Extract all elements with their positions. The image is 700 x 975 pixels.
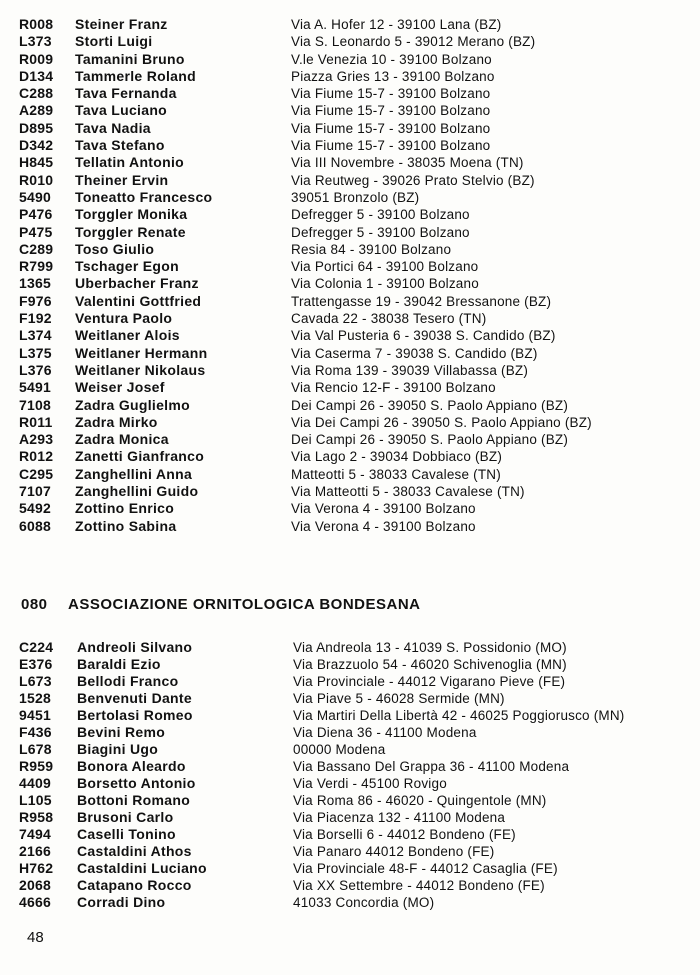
member-name: Andreoli Silvano: [77, 639, 193, 655]
member-name: Zottino Sabina: [75, 517, 177, 534]
member-code: 5492: [19, 500, 51, 517]
member-name: Torggler Renate: [75, 223, 186, 240]
member-row: [0, 362, 700, 379]
member-address: Via Val Pusteria 6 - 39038 S. Candido (BZ): [291, 328, 556, 344]
member-row: [0, 758, 700, 775]
member-code: R008: [19, 16, 54, 32]
member-address: Via Portici 64 - 39100 Bolzano: [291, 259, 479, 275]
member-address: Via Provinciale - 44012 Vigarano Pieve (FE): [293, 674, 566, 689]
member-code: R958: [19, 809, 54, 825]
member-row: [0, 431, 700, 448]
member-name: Tschager Egon: [75, 258, 179, 275]
member-name: Tellatin Antonio: [75, 154, 185, 171]
member-row: [0, 894, 700, 911]
member-address: Via Dei Campi 26 - 39050 S. Paolo Appiano (BZ): [291, 414, 592, 430]
member-code: L375: [19, 344, 52, 361]
member-row: [0, 137, 700, 154]
member-address: Dei Campi 26 - 39050 S. Paolo Appiano (BZ): [291, 397, 569, 413]
member-row: [0, 68, 700, 85]
member-address: Via Roma 86 - 46020 - Quingentole (MN): [293, 793, 547, 808]
member-row: [0, 397, 700, 414]
member-code: L678: [19, 741, 52, 757]
member-name: Ventura Paolo: [75, 310, 173, 327]
member-address: Via Piave 5 - 46028 Sermide (MN): [293, 691, 505, 706]
member-name: Catapano Rocco: [77, 877, 192, 893]
member-code: D134: [19, 67, 54, 84]
member-row: [0, 241, 700, 258]
member-code: 2166: [19, 843, 51, 859]
member-name: Toso Giulio: [75, 240, 155, 257]
member-address: Via Diena 36 - 41100 Modena: [293, 725, 477, 740]
member-list-bottom: [0, 639, 700, 911]
member-address: Defregger 5 - 39100 Bolzano: [291, 224, 470, 240]
member-row: [0, 483, 700, 500]
member-row: [0, 877, 700, 894]
member-name: Steiner Franz: [75, 16, 168, 32]
section-number: 080: [21, 596, 48, 613]
member-name: Tammerle Roland: [75, 67, 196, 84]
member-row: [0, 843, 700, 860]
member-code: L105: [19, 792, 52, 808]
member-address: Dei Campi 26 - 39050 S. Paolo Appiano (BZ): [291, 432, 569, 448]
member-name: Bonora Aleardo: [77, 758, 186, 774]
member-code: R959: [19, 758, 54, 774]
member-code: A293: [19, 431, 54, 448]
member-address: Via A. Hofer 12 - 39100 Lana (BZ): [291, 17, 502, 32]
member-address: Via Fiume 15-7 - 39100 Bolzano: [291, 103, 491, 119]
member-code: 1528: [19, 690, 51, 706]
member-name: Zanetti Gianfranco: [75, 448, 205, 465]
member-name: Borsetto Antonio: [77, 775, 196, 791]
member-code: E376: [19, 656, 53, 672]
member-name: Bevini Remo: [77, 724, 166, 740]
member-row: [0, 673, 700, 690]
member-code: F192: [19, 310, 52, 327]
member-address: Via Fiume 15-7 - 39100 Bolzano: [291, 120, 491, 136]
member-address: Via Rencio 12-F - 39100 Bolzano: [291, 380, 496, 396]
section-title: ASSOCIAZIONE ORNITOLOGICA BONDESANA: [68, 596, 421, 613]
member-code: P475: [19, 223, 53, 240]
member-address: 41033 Concordia (MO): [293, 895, 435, 910]
member-address: Via Colonia 1 - 39100 Bolzano: [291, 276, 479, 292]
member-address: Via XX Settembre - 44012 Bondeno (FE): [293, 878, 545, 893]
member-address: Via III Novembre - 38035 Moena (TN): [291, 155, 524, 171]
member-row: [0, 172, 700, 189]
member-name: Brusoni Carlo: [77, 809, 174, 825]
member-row: [0, 85, 700, 102]
member-row: [0, 310, 700, 327]
member-code: A289: [19, 102, 54, 119]
member-name: Weiser Josef: [75, 379, 165, 396]
member-address: Via Bassano Del Grappa 36 - 41100 Modena: [293, 759, 570, 774]
member-name: Valentini Gottfried: [75, 292, 202, 309]
member-code: 7107: [19, 483, 51, 500]
member-code: H845: [19, 154, 54, 171]
member-row: [0, 448, 700, 465]
member-code: 5491: [19, 379, 51, 396]
member-code: C289: [19, 240, 54, 257]
member-name: Weitlaner Hermann: [75, 344, 208, 361]
member-address: Via Andreola 13 - 41039 S. Possidonio (MO): [293, 640, 567, 655]
member-name: Weitlaner Alois: [75, 327, 180, 344]
member-address: 39051 Bronzolo (BZ): [291, 189, 420, 205]
member-row: [0, 639, 700, 656]
member-code: F436: [19, 724, 52, 740]
member-row: [0, 826, 700, 843]
member-row: [0, 345, 700, 362]
member-code: R010: [19, 171, 54, 188]
member-address: Matteotti 5 - 38033 Cavalese (TN): [291, 466, 501, 482]
member-address: Defregger 5 - 39100 Bolzano: [291, 207, 470, 223]
member-code: 4666: [19, 894, 51, 910]
member-name: Zadra Guglielmo: [75, 396, 190, 413]
member-code: L374: [19, 327, 52, 344]
member-address: Via Martiri Della Libertà 42 - 46025 Poggiorusco (MN): [293, 708, 625, 723]
member-code: R012: [19, 448, 54, 465]
member-row: [0, 809, 700, 826]
member-address: Via Verdi - 45100 Rovigo: [293, 776, 447, 791]
page-number: 48: [27, 929, 44, 946]
member-code: L373: [19, 33, 52, 50]
member-row: [0, 189, 700, 206]
member-name: Theiner Ervin: [75, 171, 169, 188]
member-address: Via Verona 4 - 39100 Bolzano: [291, 518, 476, 534]
member-row: [0, 327, 700, 344]
member-name: Bottoni Romano: [77, 792, 191, 808]
member-name: Benvenuti Dante: [77, 690, 192, 706]
member-name: Corradi Dino: [77, 894, 166, 910]
member-row: [0, 258, 700, 275]
member-name: Torggler Monika: [75, 206, 188, 223]
member-row: [0, 775, 700, 792]
member-code: C295: [19, 465, 54, 482]
member-code: C224: [19, 639, 54, 655]
member-address: Via Lago 2 - 39034 Dobbiaco (BZ): [291, 449, 503, 465]
member-row: [0, 518, 700, 535]
member-address: Via Matteotti 5 - 38033 Cavalese (TN): [291, 484, 525, 500]
member-address: Via Piacenza 132 - 41100 Modena: [293, 810, 506, 825]
member-code: L673: [19, 673, 52, 689]
member-row: [0, 414, 700, 431]
member-name: Toneatto Francesco: [75, 188, 213, 205]
member-address: Via Caserma 7 - 39038 S. Candido (BZ): [291, 345, 538, 361]
member-row: [0, 792, 700, 809]
member-row: [0, 293, 700, 310]
member-address: Via Fiume 15-7 - 39100 Bolzano: [291, 138, 491, 154]
member-name: Zanghellini Guido: [75, 483, 199, 500]
member-name: Castaldini Luciano: [77, 860, 207, 876]
member-address: Via Panaro 44012 Bondeno (FE): [293, 844, 495, 859]
member-address: Cavada 22 - 38038 Tesero (TN): [291, 311, 487, 327]
member-code: 7108: [19, 396, 51, 413]
member-address: Via S. Leonardo 5 - 39012 Merano (BZ): [291, 34, 536, 50]
member-code: 2068: [19, 877, 51, 893]
member-address: Via Brazzuolo 54 - 46020 Schivenoglia (MN): [293, 657, 567, 672]
member-code: H762: [19, 860, 54, 876]
member-row: [0, 690, 700, 707]
member-row: [0, 51, 700, 68]
member-row: [0, 500, 700, 517]
member-name: Tava Fernanda: [75, 85, 177, 102]
member-row: [0, 224, 700, 241]
member-name: Baraldi Ezio: [77, 656, 161, 672]
member-row: [0, 102, 700, 119]
member-code: 9451: [19, 707, 51, 723]
member-address: Via Verona 4 - 39100 Bolzano: [291, 501, 476, 517]
member-code: L376: [19, 361, 52, 378]
member-address: Via Roma 139 - 39039 Villabassa (BZ): [291, 362, 529, 378]
member-address: Trattengasse 19 - 39042 Bressanone (BZ): [291, 293, 552, 309]
member-code: 5490: [19, 188, 51, 205]
member-name: Castaldini Athos: [77, 843, 192, 859]
member-code: R011: [19, 413, 53, 430]
member-code: 4409: [19, 775, 51, 791]
member-address: Piazza Gries 13 - 39100 Bolzano: [291, 68, 495, 84]
member-address: Resia 84 - 39100 Bolzano: [291, 241, 452, 257]
member-code: 1365: [19, 275, 51, 292]
member-row: [0, 275, 700, 292]
member-row: [0, 724, 700, 741]
member-code: R009: [19, 50, 54, 67]
member-row: [0, 154, 700, 171]
member-name: Zadra Monica: [75, 431, 169, 448]
member-address: Via Borselli 6 - 44012 Bondeno (FE): [293, 827, 516, 842]
member-row: [0, 206, 700, 223]
member-list-top: [0, 16, 700, 535]
member-name: Bertolasi Romeo: [77, 707, 193, 723]
member-address: Via Fiume 15-7 - 39100 Bolzano: [291, 86, 491, 102]
member-address: Via Reutweg - 39026 Prato Stelvio (BZ): [291, 172, 535, 188]
member-code: D342: [19, 137, 54, 154]
member-name: Storti Luigi: [75, 33, 153, 50]
member-name: Zanghellini Anna: [75, 465, 193, 482]
section-heading: [21, 596, 421, 613]
member-name: Zottino Enrico: [75, 500, 175, 517]
member-code: C288: [19, 85, 54, 102]
member-name: Zadra Mirko: [75, 413, 158, 430]
member-address: 00000 Modena: [293, 742, 386, 757]
member-row: [0, 707, 700, 724]
member-row: [0, 379, 700, 396]
member-name: Tava Stefano: [75, 137, 165, 154]
member-code: R799: [19, 258, 54, 275]
member-code: F976: [19, 292, 52, 309]
member-name: Tava Luciano: [75, 102, 168, 119]
member-row: [0, 33, 700, 50]
member-code: D895: [19, 119, 54, 136]
member-name: Uberbacher Franz: [75, 275, 199, 292]
member-name: Caselli Tonino: [77, 826, 176, 842]
member-address: Via Provinciale 48-F - 44012 Casaglia (FE): [293, 861, 558, 876]
member-row: [0, 741, 700, 758]
member-name: Tava Nadia: [75, 119, 151, 136]
member-name: Weitlaner Nikolaus: [75, 361, 206, 378]
member-row: [0, 860, 700, 877]
member-row: [0, 120, 700, 137]
member-code: P476: [19, 206, 53, 223]
member-code: 7494: [19, 826, 51, 842]
member-row: [0, 656, 700, 673]
member-code: 6088: [19, 517, 51, 534]
member-address: V.le Venezia 10 - 39100 Bolzano: [291, 51, 492, 67]
member-name: Biagini Ugo: [77, 741, 159, 757]
member-name: Tamanini Bruno: [75, 50, 185, 67]
member-row: [0, 466, 700, 483]
member-name: Bellodi Franco: [77, 673, 179, 689]
member-row: [0, 16, 700, 33]
